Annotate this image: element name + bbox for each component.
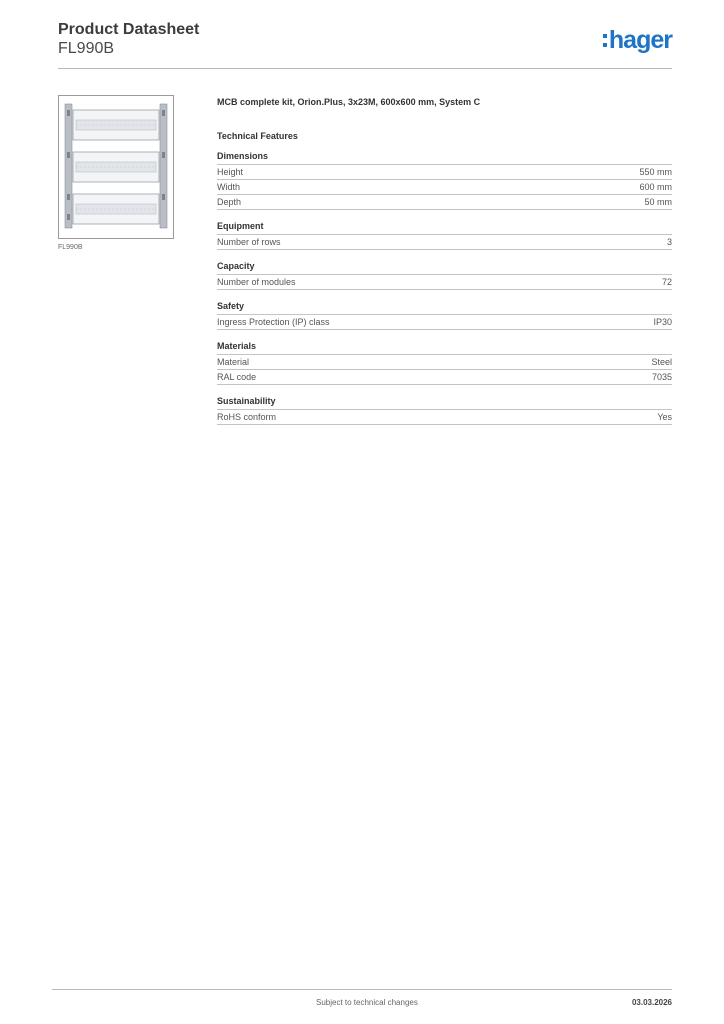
logo-colon-icon [603,34,607,47]
spec-value: 72 [661,277,672,287]
header-divider [58,68,672,69]
page-title: Product Datasheet [58,21,200,38]
spec-group-safety [217,300,672,330]
footer-date: 03.03.2026 [631,998,672,1007]
spec-value: 3 [666,237,672,247]
spec-group-materials [217,340,672,385]
hager-logo [603,26,672,54]
spec-label: RoHS conform [217,412,277,422]
datasheet-content [217,96,672,425]
spec-group-equipment [217,220,672,250]
product-name: MCB complete kit, Orion.Plus, 3x23M, 600x600 mm, System C [217,97,481,107]
spec-group-title: Sustainability [217,395,672,410]
spec-row [217,370,672,385]
spec-value: 600 mm [639,182,672,192]
spec-label: Depth [217,197,242,207]
spec-group-title: Equipment [217,220,672,235]
distribution-frame-illustration [59,96,173,238]
spec-row [217,165,672,180]
logo-text: hager [608,26,672,54]
spec-row [217,235,672,250]
spec-label: Width [217,182,241,192]
document-header [58,20,199,58]
spec-group-title: Safety [217,300,672,315]
spec-group-sustainability [217,395,672,425]
technical-features-heading: Technical Features [217,131,298,141]
spec-row [217,410,672,425]
product-code: FL990B [58,40,115,57]
spec-group-dimensions [217,150,672,210]
spec-value: Steel [651,357,672,367]
spec-label: Height [217,167,244,177]
spec-value: 50 mm [644,197,672,207]
spec-label: RAL code [217,372,257,382]
product-image [58,95,174,239]
spec-group-title: Capacity [217,260,672,275]
spec-label: Number of modules [217,277,296,287]
spec-row [217,355,672,370]
footer-note: Subject to technical changes [316,998,418,1007]
spec-label: Material [217,357,250,367]
spec-value: IP30 [653,317,672,327]
spec-group-capacity [217,260,672,290]
spec-row [217,315,672,330]
spec-row [217,275,672,290]
footer-divider [52,989,672,990]
spec-value: Yes [657,412,672,422]
image-caption: FL990B [58,244,83,251]
spec-group-title: Dimensions [217,150,672,165]
spec-value: 550 mm [639,167,672,177]
spec-row [217,195,672,210]
spec-row [217,180,672,195]
spec-label: Ingress Protection (IP) class [217,317,330,327]
spec-group-title: Materials [217,340,672,355]
spec-label: Number of rows [217,237,281,247]
spec-value: 7035 [651,372,672,382]
